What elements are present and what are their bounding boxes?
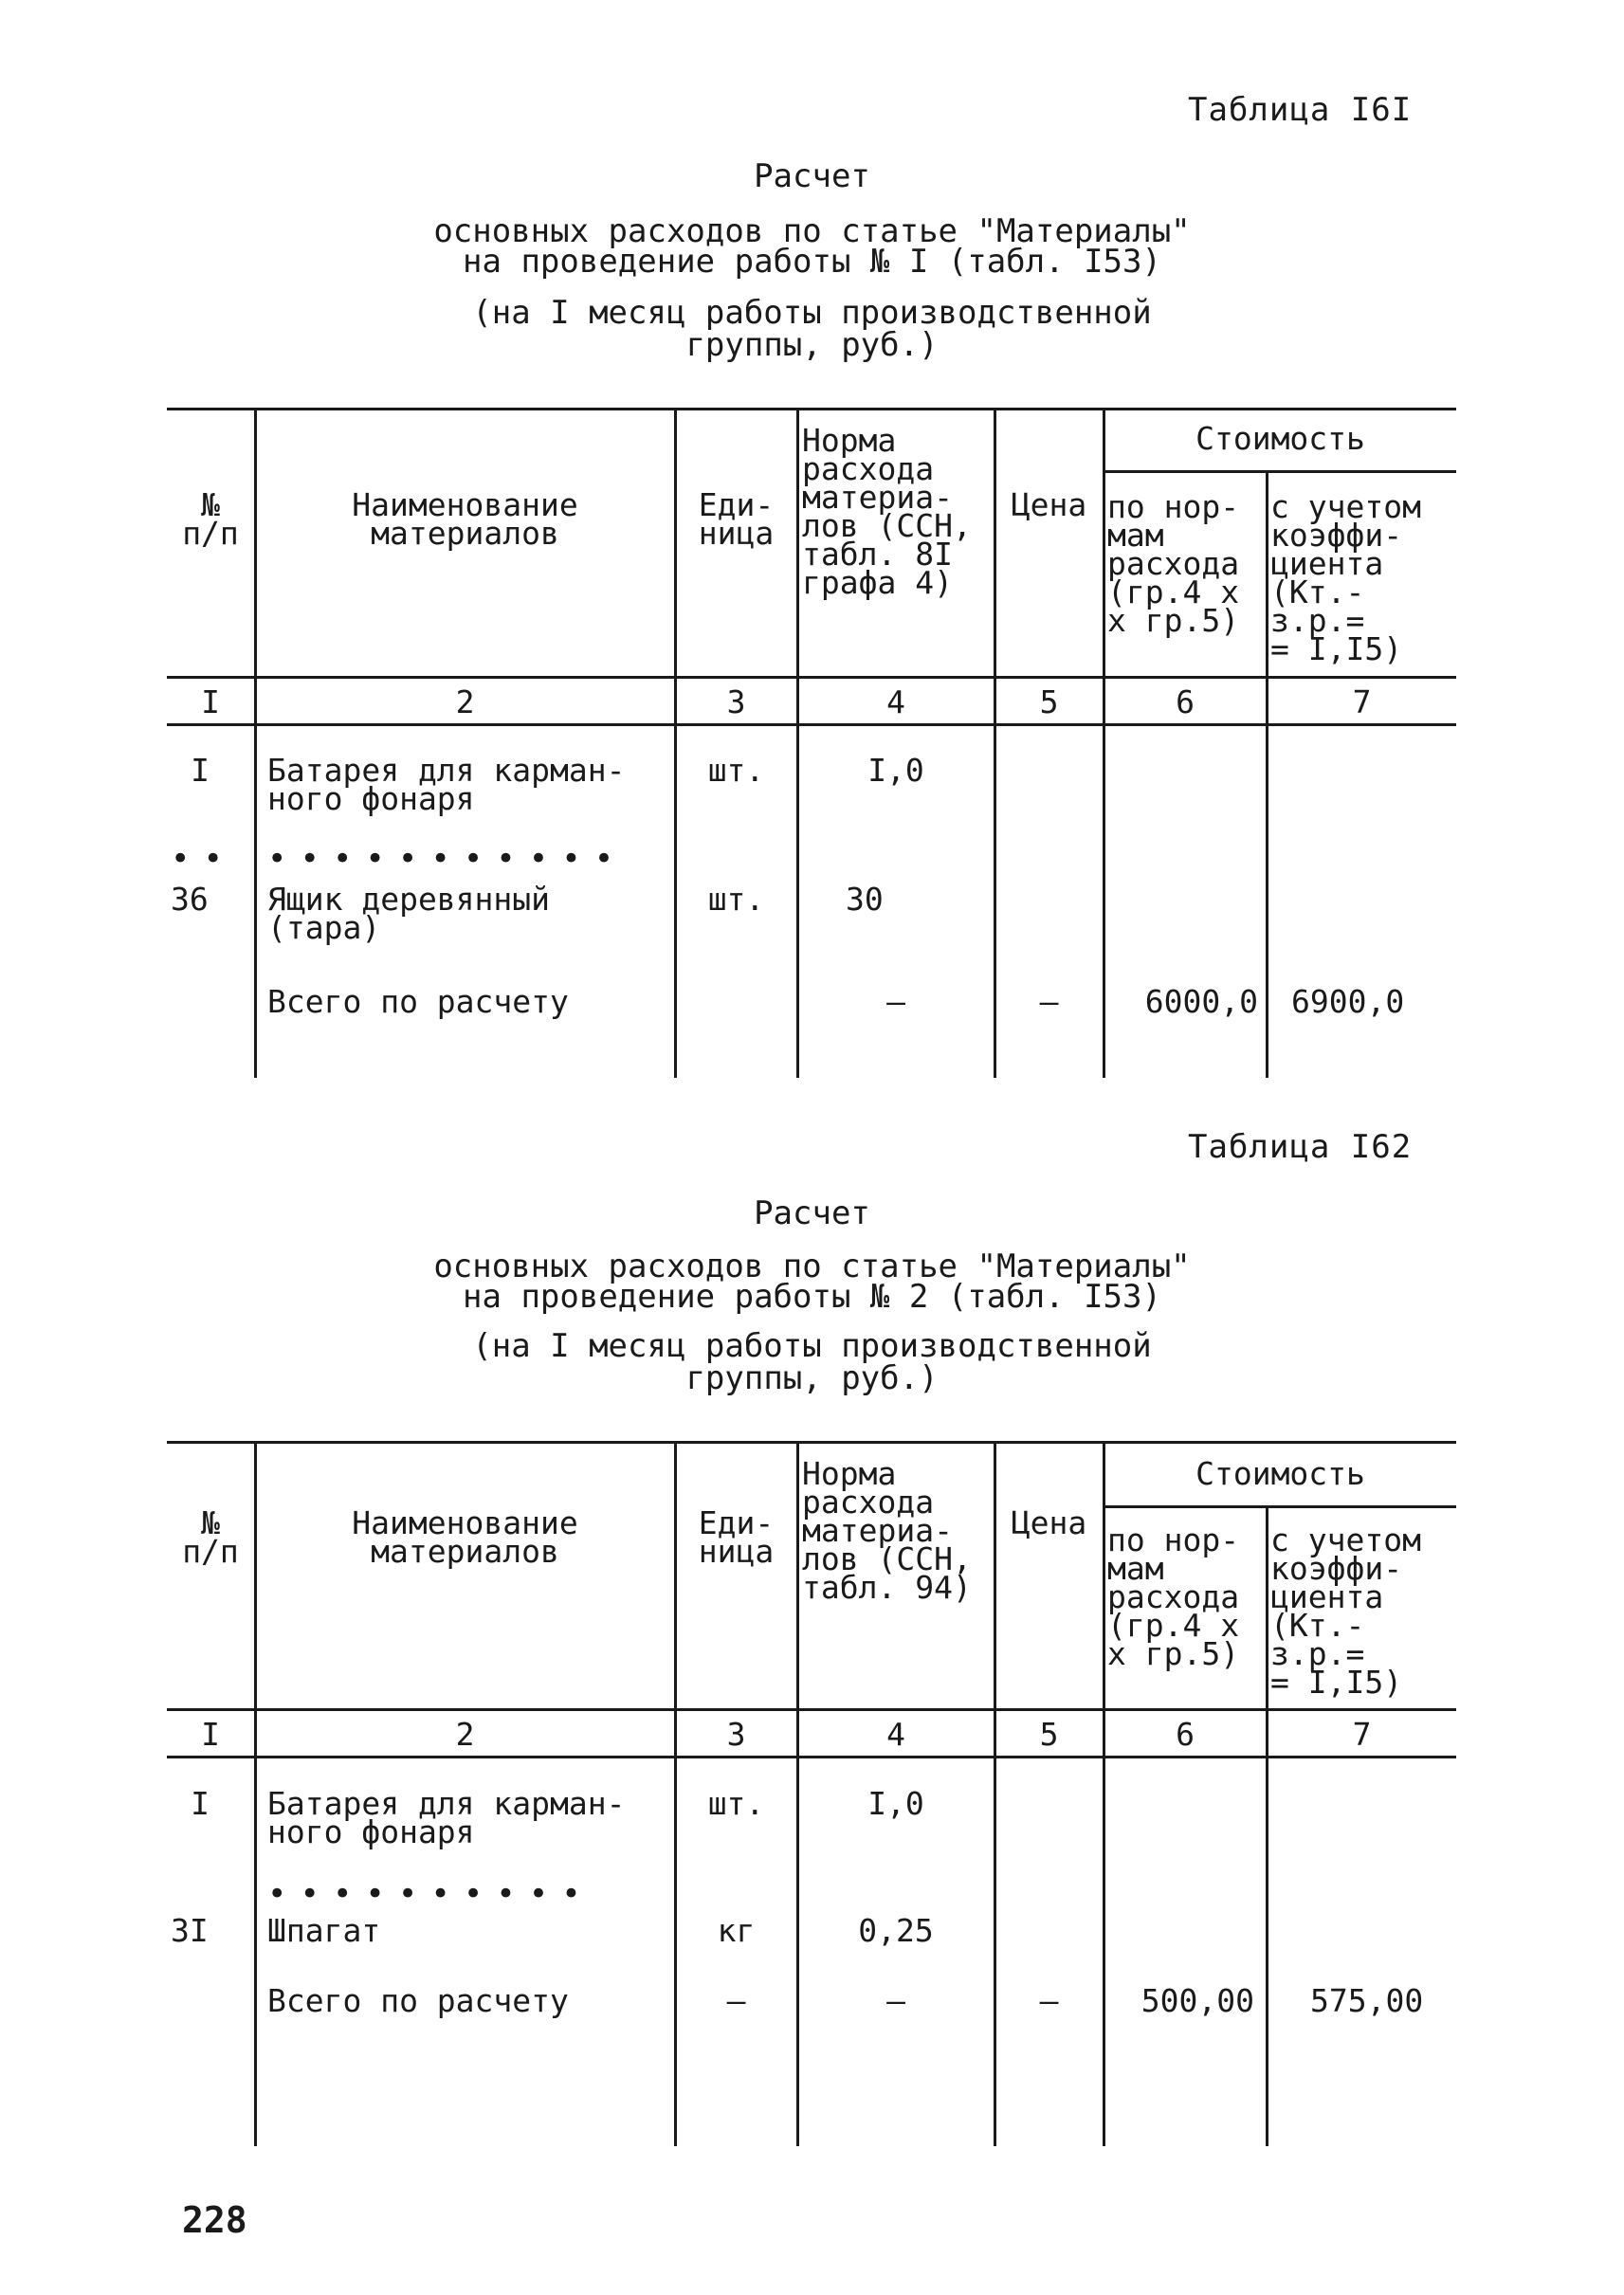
header-cost-norm: по нор- мам расхода (гр.4 х х гр.5) <box>1107 1521 1240 1672</box>
header-cost-norm: по нор- мам расхода (гр.4 х х гр.5) <box>1107 488 1240 639</box>
table-rule <box>994 1443 996 2146</box>
table-rule <box>1103 1505 1456 1508</box>
row-num: 36 <box>171 881 209 918</box>
col-number: I <box>201 683 220 720</box>
table-subtitle: на проведение работы № I (табл. I53) <box>463 243 1161 281</box>
col-number: 6 <box>1176 1716 1195 1753</box>
total-label: Всего по расчету <box>267 983 569 1020</box>
col-number: 2 <box>455 1716 475 1753</box>
row-name: Батарея для карман- ного фонаря <box>267 752 626 817</box>
col-number: 3 <box>726 1716 746 1753</box>
header-unit: Еди- ница <box>698 1504 775 1570</box>
header-cost: Стоимость <box>1195 420 1365 457</box>
col-number: 2 <box>455 683 475 720</box>
table-rule <box>167 1756 1456 1758</box>
row-name: Ящик деревянный (тара) <box>267 881 551 946</box>
col-number: 4 <box>886 1716 905 1753</box>
row-name: Батарея для карман- ного фонаря <box>267 1785 626 1850</box>
table-title: Расчет <box>754 157 870 195</box>
row-norm: I,0 <box>867 1785 924 1822</box>
row-unit: шт. <box>707 1785 765 1822</box>
table-rule <box>167 1708 1456 1711</box>
table-subtitle: на проведение работы № 2 (табл. I53) <box>463 1278 1161 1316</box>
table-rule <box>1266 1507 1268 2146</box>
col-number: 5 <box>1039 683 1059 720</box>
total-cost-coef: 6900,0 <box>1291 983 1405 1020</box>
row-num: I <box>191 1785 210 1822</box>
header-name: Наименование материалов <box>352 1504 578 1570</box>
total-norm: – <box>886 983 905 1020</box>
col-number: 7 <box>1352 683 1372 720</box>
total-price: – <box>1039 1982 1059 2019</box>
header-cost-coef: с учетом коэффи- циента (Кт.-з.р.= = I,I5) <box>1270 1521 1421 1701</box>
row-norm: 30 <box>846 881 884 918</box>
table-rule <box>167 676 1456 679</box>
header-norm: Норма расхода материа- лов (ССН, табл. 8I графа 4) <box>802 422 972 601</box>
row-unit: шт. <box>707 881 765 918</box>
col-number: 4 <box>886 683 905 720</box>
table-subtitle: (на I месяц работы производственной <box>472 294 1152 332</box>
header-unit: Еди- ница <box>698 486 775 552</box>
header-num: № п/п <box>182 1504 239 1570</box>
row-unit: шт. <box>707 752 765 789</box>
total-norm: – <box>886 1982 905 2019</box>
row-num: I <box>191 752 210 789</box>
total-price: – <box>1039 983 1059 1020</box>
col-number: 7 <box>1352 1716 1372 1753</box>
table-rule <box>1266 472 1268 1078</box>
table-rule <box>167 1441 1456 1444</box>
ellipsis-dots: ••••••••••• <box>267 840 628 878</box>
table-rule <box>1103 470 1456 473</box>
total-cost-norm: 500,00 <box>1140 1982 1254 2019</box>
table-label: Таблица I62 <box>1188 1128 1413 1166</box>
total-cost-coef: 575,00 <box>1310 1982 1424 2019</box>
table-title: Расчет <box>754 1194 870 1232</box>
col-number: 5 <box>1039 1716 1059 1753</box>
total-cost-norm: 6000,0 <box>1144 983 1258 1020</box>
row-norm: 0,25 <box>858 1912 934 1949</box>
table-rule <box>1103 1443 1105 2146</box>
header-cost-coef: с учетом коэффи- циента (Кт.-з.р.= = I,I5) <box>1270 488 1421 667</box>
table-subtitle: группы, руб.) <box>685 1359 939 1397</box>
table-rule <box>796 410 799 1078</box>
header-name: Наименование материалов <box>352 486 578 552</box>
col-number: 3 <box>726 683 746 720</box>
header-num: № п/п <box>182 486 239 552</box>
total-label: Всего по расчету <box>267 1982 569 2019</box>
table-rule <box>167 408 1456 410</box>
table-subtitle: группы, руб.) <box>685 326 939 364</box>
header-price: Цена <box>1011 486 1087 523</box>
table-label: Таблица I6I <box>1188 91 1413 129</box>
header-norm: Норма расхода материа- лов (ССН, табл. 94) <box>802 1455 972 1606</box>
table-subtitle: основных расходов по статье "Материалы" <box>433 1248 1191 1285</box>
row-num: 3I <box>171 1912 209 1949</box>
table-rule <box>167 723 1456 726</box>
table-subtitle: основных расходов по статье "Материалы" <box>433 212 1191 250</box>
table-rule <box>1103 410 1105 1078</box>
row-unit: кг <box>717 1912 756 1949</box>
col-number: I <box>201 1716 220 1753</box>
header-cost: Стоимость <box>1195 1455 1365 1492</box>
row-norm: I,0 <box>867 752 924 789</box>
ellipsis-dots: •• <box>171 840 236 878</box>
total-unit: – <box>726 1982 746 2019</box>
row-name: Шпагат <box>267 1912 381 1949</box>
header-price: Цена <box>1011 1504 1087 1541</box>
col-number: 6 <box>1176 683 1195 720</box>
page-number: 228 <box>182 2199 247 2241</box>
table-subtitle: (на I месяц работы производственной <box>472 1327 1152 1365</box>
ellipsis-dots: •••••••••• <box>267 1875 594 1913</box>
